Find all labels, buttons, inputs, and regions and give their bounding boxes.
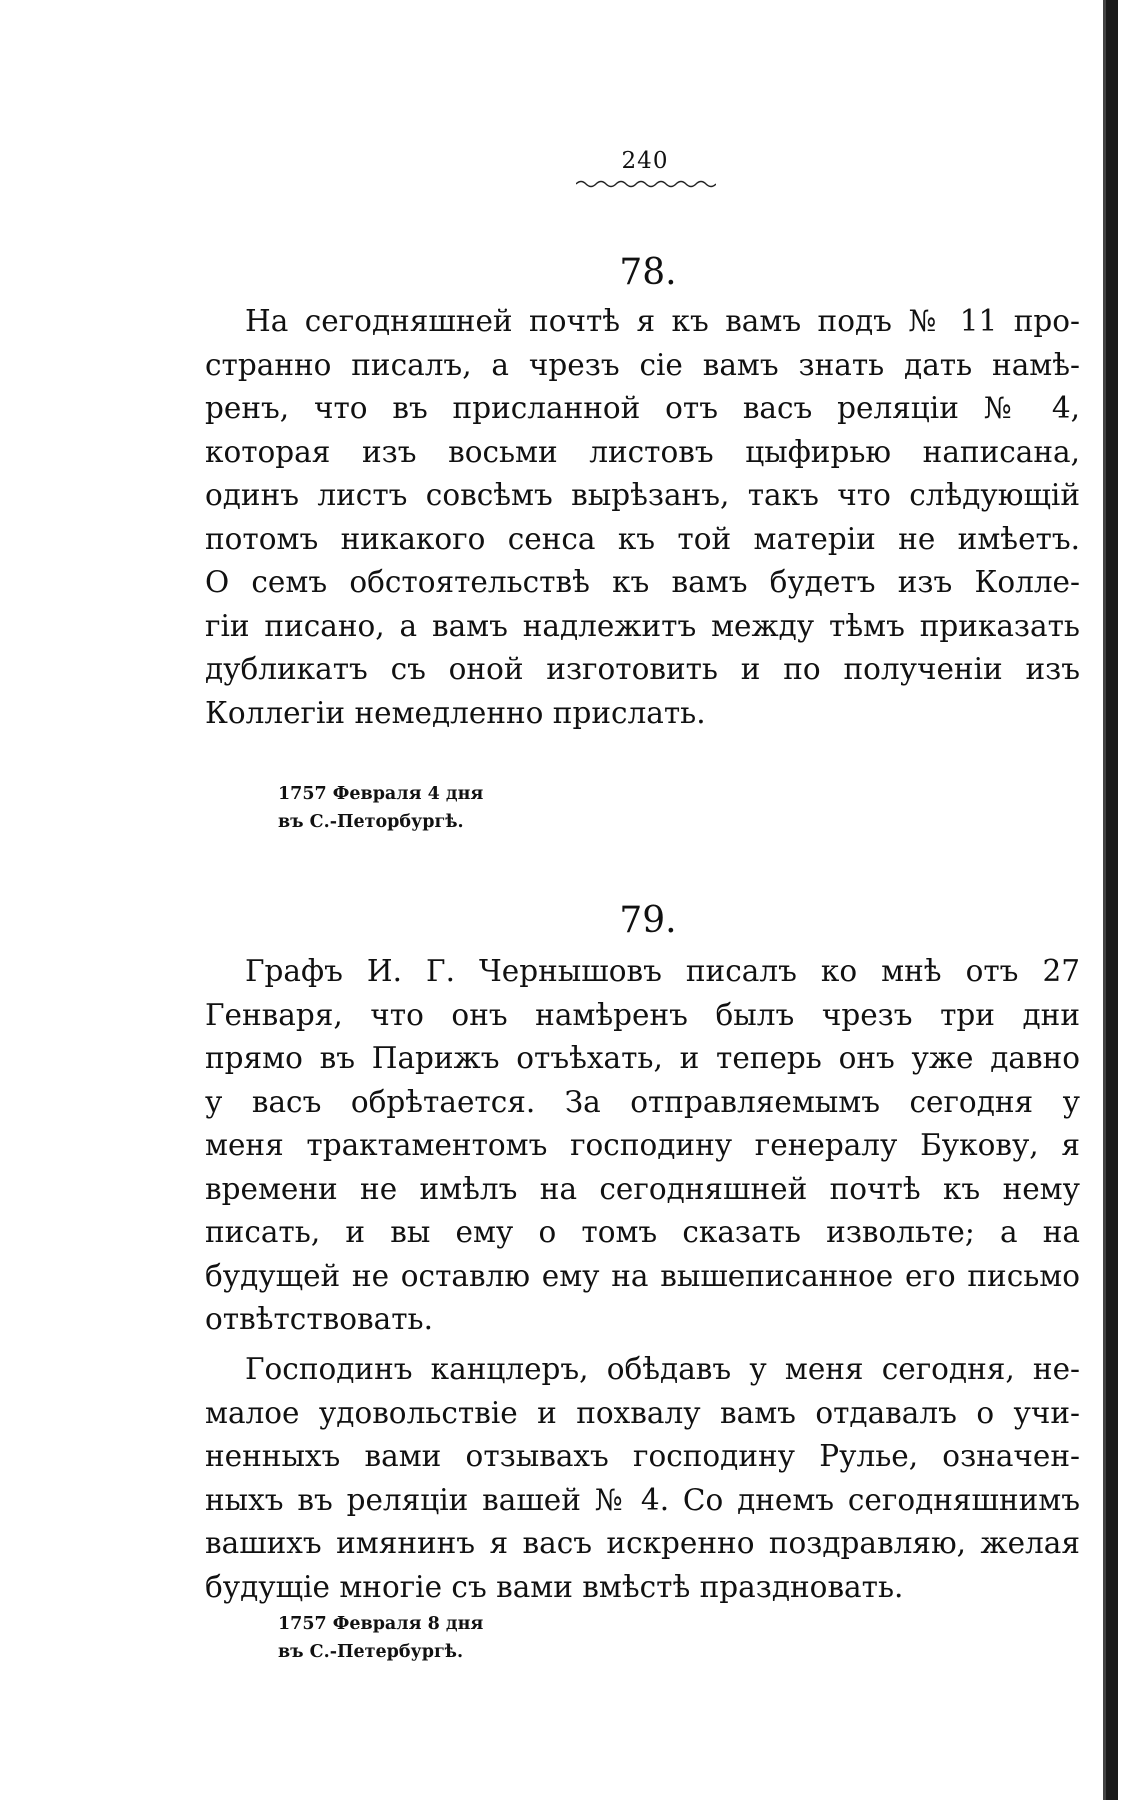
text-line: времени не имѣлъ на сегодняшней почтѣ къ нему [205,1171,1080,1206]
text-line: Господинъ канцлеръ, обѣдавъ у меня сегодня, не- [245,1352,1080,1386]
text-line: Коллегіи немедленно прислать. [205,695,706,730]
text-line: у васъ обрѣтается. За отправляемымъ сегодня у [205,1084,1080,1119]
date-line: 1757 Февраля 4 дня [278,784,484,804]
text-line: потомъ никакого сенса къ той матеріи не имѣетъ. [205,521,1080,556]
text-line: малое удовольствіе и похвалу вамъ отдавалъ о учи- [205,1395,1080,1430]
text-line: вашихъ имянинъ я васъ искренно поздравляю, желая [205,1526,1080,1560]
letter-79-paragraph-1 [205,950,1080,1342]
letter-79-paragraph-2 [205,1348,1080,1609]
text-line: Генваря, что онъ намѣренъ былъ чрезъ три дни [205,997,1080,1032]
text-line: отвѣтствовать. [205,1302,433,1336]
text-line: прямо въ Парижъ отъѣхать, и теперь онъ уже давно [205,1041,1080,1075]
letter-78-date [278,780,483,836]
text-line: одинъ листъ совсѣмъ вырѣзанъ, такъ что слѣдующій [205,478,1080,512]
text-line: ныхъ въ реляціи вашей № 4. Со днемъ сегодняшнимъ [205,1482,1080,1517]
text-line: дубликатъ съ оной изготовить и по полученіи изъ [205,652,1080,686]
place-line: въ С.-Петербургѣ. [278,1642,464,1662]
section-number-79: 79. [619,900,677,941]
text-line: писать, и вы ему о томъ сказать извольте; а на [205,1215,1080,1249]
text-line: Графъ И. Г. Чернышовъ писалъ ко мнѣ отъ 27 [245,954,1080,988]
letter-79-date [278,1610,483,1666]
text-line: странно писалъ, а чрезъ сіе вамъ знать дать намѣ- [205,347,1080,382]
letter-78-paragraph [205,300,1080,735]
page-spine [1106,0,1118,1800]
text-line: которая изъ восьми листовъ цыфирью написана, [205,434,1080,469]
text-line: О семъ обстоятельствѣ къ вамъ будетъ изъ Колле- [205,565,1080,599]
wavy-rule-ornament [576,178,716,190]
text-line: будущіе многіе съ вами вмѣстѣ праздновать. [205,1569,904,1604]
text-line: меня трактаментомъ господину генералу Букову, я [205,1128,1080,1162]
text-line: будущей не оставлю ему на вышеписанное его письмо [205,1258,1080,1293]
section-number-78: 78. [619,252,677,293]
place-line: въ С.-Петорбургѣ. [278,812,464,832]
text-line: ренъ, что въ присланной отъ васъ реляціи № 4, [205,391,1080,425]
text-line: ненныхъ вами отзывахъ господину Рулье, означен- [205,1439,1080,1473]
date-line: 1757 Февраля 8 дня [278,1614,484,1634]
text-line: гіи писано, а вамъ надлежитъ между тѣмъ приказать [205,608,1080,643]
text-line: На сегодняшней почтѣ я къ вамъ подъ № 11 про- [245,304,1080,338]
page-number: 240 [621,148,669,174]
